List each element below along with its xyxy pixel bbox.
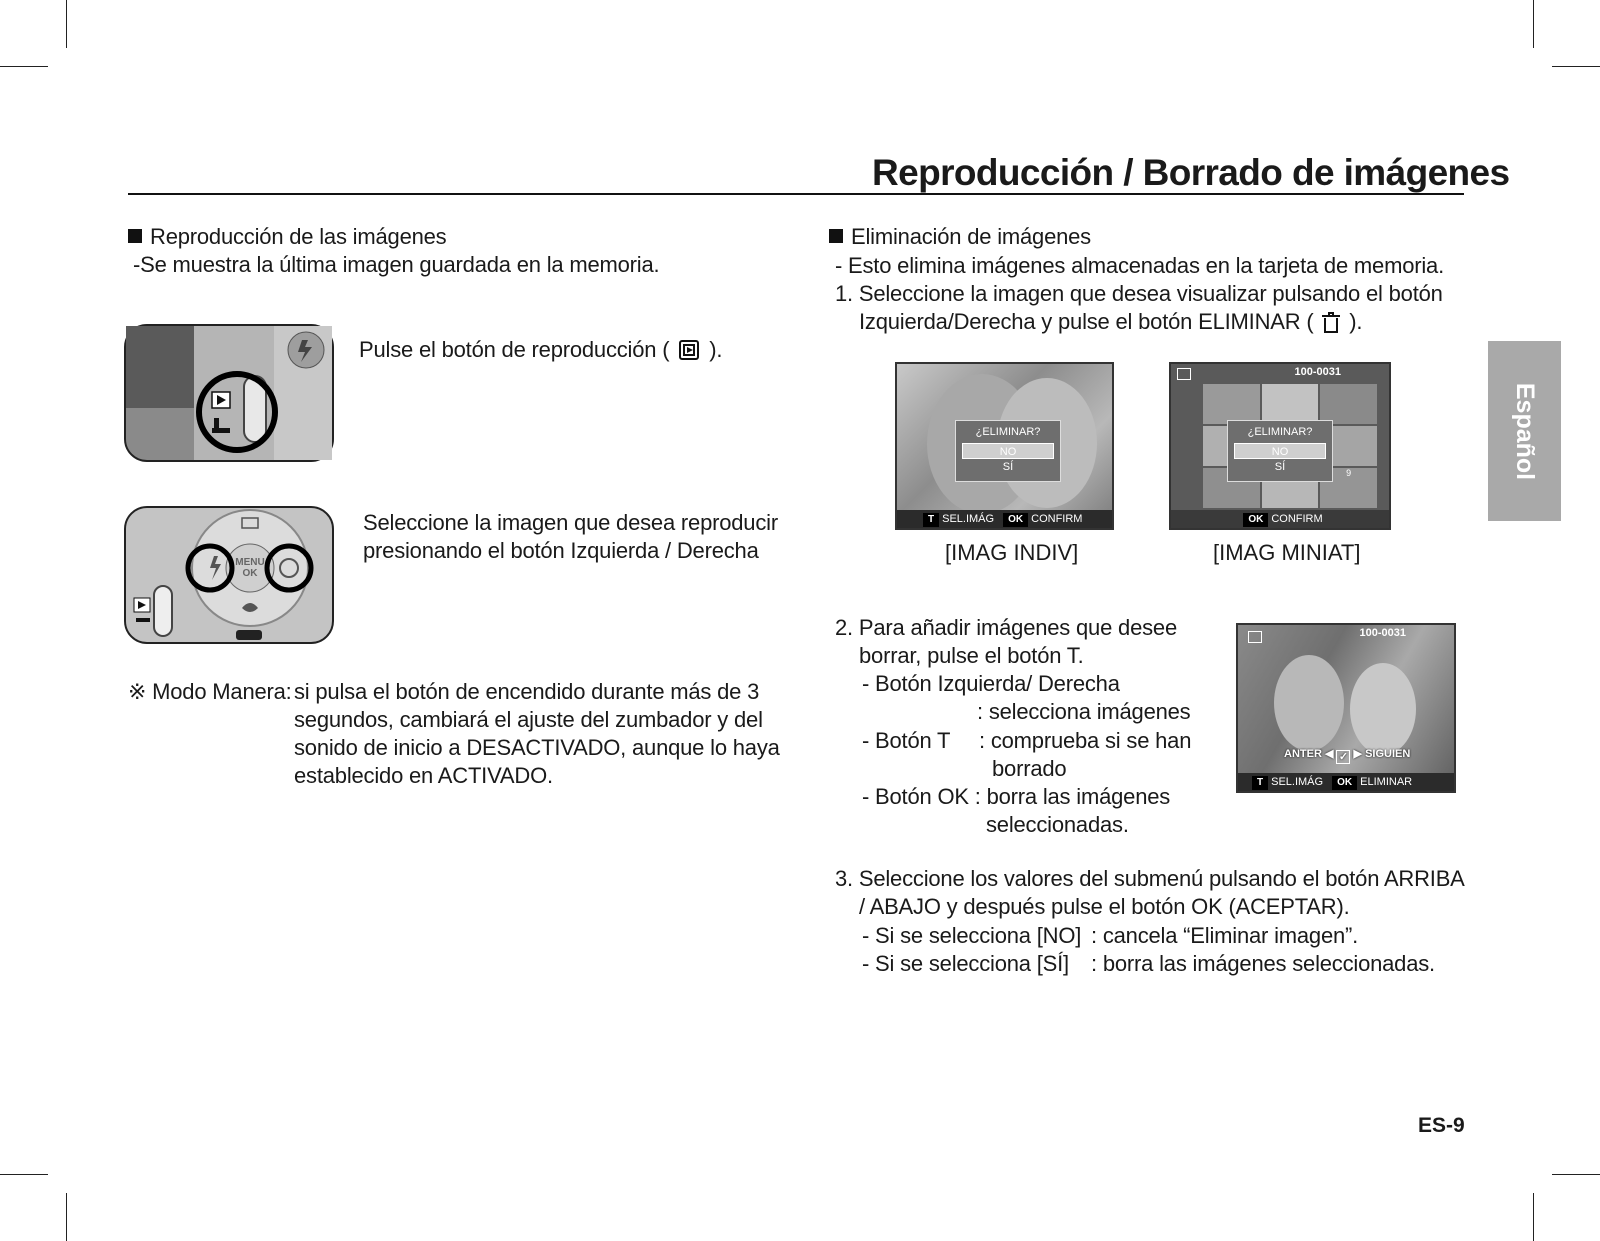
note-label: ※ Modo Manera: — [128, 679, 292, 704]
step2-sub: : comprueba si se han — [979, 728, 1192, 753]
step3-si-option: - Si se selecciona [SÍ] — [862, 951, 1069, 976]
dialog-question: ¿ELIMINAR? — [975, 426, 1041, 438]
crop-mark — [0, 66, 48, 67]
file-number: 100-0031 — [1294, 366, 1341, 378]
option-no[interactable]: NO — [1234, 443, 1326, 459]
camera-dial-illustration — [124, 506, 334, 644]
bullet-icon — [829, 229, 843, 243]
playback-mode-icon — [1177, 368, 1191, 380]
delete-step3-line1: 3. Seleccione los valores del submenú pulsando el botón ARRIBA — [835, 866, 1465, 891]
page-number: ES-9 — [1418, 1114, 1465, 1137]
step-press-playback: Pulse el botón de reproducción ( ). — [359, 337, 723, 362]
option-si[interactable]: SÍ — [1002, 461, 1014, 473]
step-select-image-line1: Seleccione la imagen que desea reproducir — [363, 510, 778, 535]
crop-mark — [1552, 1174, 1600, 1175]
crop-mark — [1533, 0, 1534, 48]
trash-icon — [1322, 312, 1340, 334]
title-rule — [128, 193, 1464, 195]
playback-mode-icon — [1248, 631, 1262, 643]
step-select-image-line2: presionando el botón Izquierda / Derecha — [363, 538, 759, 563]
language-tab-label: Español — [1511, 382, 1539, 480]
step3-no-option: - Si se selecciona [NO] — [862, 923, 1082, 948]
screen-bottom-bar — [897, 510, 1112, 528]
t-key-label: T — [923, 513, 939, 527]
delete-heading: Eliminación de imágenes — [829, 223, 1091, 251]
right-arrow-icon: ▶ — [1353, 748, 1363, 760]
crop-mark — [66, 1193, 67, 1241]
confirm-label: CONFIRM — [1271, 513, 1323, 525]
step2-sub: - Botón OK : borra las imágenes — [862, 784, 1171, 809]
camera-playback-button-illustration — [124, 324, 334, 462]
crop-mark — [0, 1174, 48, 1175]
step2-sub: seleccionadas. — [986, 812, 1129, 837]
delete-description: - Esto elimina imágenes almacenadas en la tarjeta de memoria. — [835, 253, 1444, 278]
option-no[interactable]: NO — [962, 443, 1054, 459]
step3-no-result: : cancela “Eliminar imagen”. — [1091, 923, 1359, 948]
checkbox-icon[interactable]: ✓ — [1336, 750, 1350, 764]
playback-icon — [679, 340, 699, 360]
delete-step1-line2: Izquierda/Derecha y pulse el botón ELIMINAR ( ). — [859, 309, 1363, 334]
select-image-label: SEL.IMÁG — [942, 513, 995, 525]
step2-sub: : selecciona imágenes — [977, 699, 1191, 724]
step2-sub: borrado — [992, 756, 1067, 781]
screen-bottom-bar — [1238, 773, 1454, 791]
photo-faces — [1350, 663, 1416, 755]
ok-key-label: OK — [1332, 776, 1357, 790]
delete-step2-line: 2. Para añadir imágenes que desee — [835, 615, 1177, 640]
screen-select-images — [1236, 623, 1456, 793]
select-image-label: SEL.IMÁG — [1271, 776, 1324, 788]
navigation-row — [1284, 747, 1410, 764]
page-title: Reproducción / Borrado de imágenes — [872, 152, 1510, 193]
delete-label: ELIMINAR — [1360, 776, 1413, 788]
step2-sub: - Botón Izquierda/ Derecha — [862, 671, 1120, 696]
screen-single-image — [895, 362, 1114, 530]
crop-mark — [1552, 66, 1600, 67]
delete-step3-line2: / ABAJO y después pulse el botón OK (ACEPTAR). — [859, 894, 1350, 919]
confirm-label: CONFIRM — [1031, 513, 1083, 525]
step3-si-result: : borra las imágenes seleccionadas. — [1091, 951, 1435, 976]
option-si[interactable]: SÍ — [1274, 461, 1286, 473]
step2-sub: - Botón T — [862, 728, 951, 753]
delete-step1-line1: 1. Seleccione la imagen que desea visualizar pulsando el botón — [835, 281, 1443, 306]
note-line: segundos, cambiará el ajuste del zumbador y del — [294, 707, 763, 732]
delete-step2-line: borrar, pulse el botón T. — [859, 643, 1084, 668]
screen-bottom-bar — [1171, 510, 1389, 528]
dialog-question: ¿ELIMINAR? — [1247, 426, 1313, 438]
caption-thumbnails: [IMAG MINIAT] — [1213, 540, 1361, 565]
bullet-icon — [128, 229, 142, 243]
ok-key-label: OK — [1003, 513, 1028, 527]
left-arrow-icon: ◀ — [1324, 748, 1334, 760]
thumb-number: 9 — [1320, 468, 1377, 508]
crop-mark — [66, 0, 67, 48]
playback-heading: Reproducción de las imágenes — [128, 223, 446, 251]
ok-key-label: OK — [1243, 513, 1268, 527]
playback-description: -Se muestra la última imagen guardada en la memoria. — [133, 252, 660, 277]
note-line: sonido de inicio a DESACTIVADO, aunque lo haya — [294, 735, 780, 760]
note-line: establecido en ACTIVADO. — [294, 763, 553, 788]
dial-ok-label: OK — [242, 568, 258, 579]
delete-confirm-dialog — [955, 420, 1061, 482]
dial-menu-label: MENU — [235, 557, 265, 568]
caption-single-image: [IMAG INDIV] — [945, 540, 1079, 565]
t-key-label: T — [1252, 776, 1268, 790]
photo-faces — [1274, 655, 1344, 751]
previous-label: ANTER — [1284, 748, 1322, 760]
delete-confirm-dialog — [1227, 420, 1333, 482]
crop-mark — [1533, 1193, 1534, 1241]
note-line: si pulsa el botón de encendido durante más de 3 — [294, 679, 760, 704]
file-number: 100-0031 — [1359, 627, 1406, 639]
screen-thumbnails — [1169, 362, 1391, 530]
next-label: SIGUIEN — [1365, 748, 1411, 760]
